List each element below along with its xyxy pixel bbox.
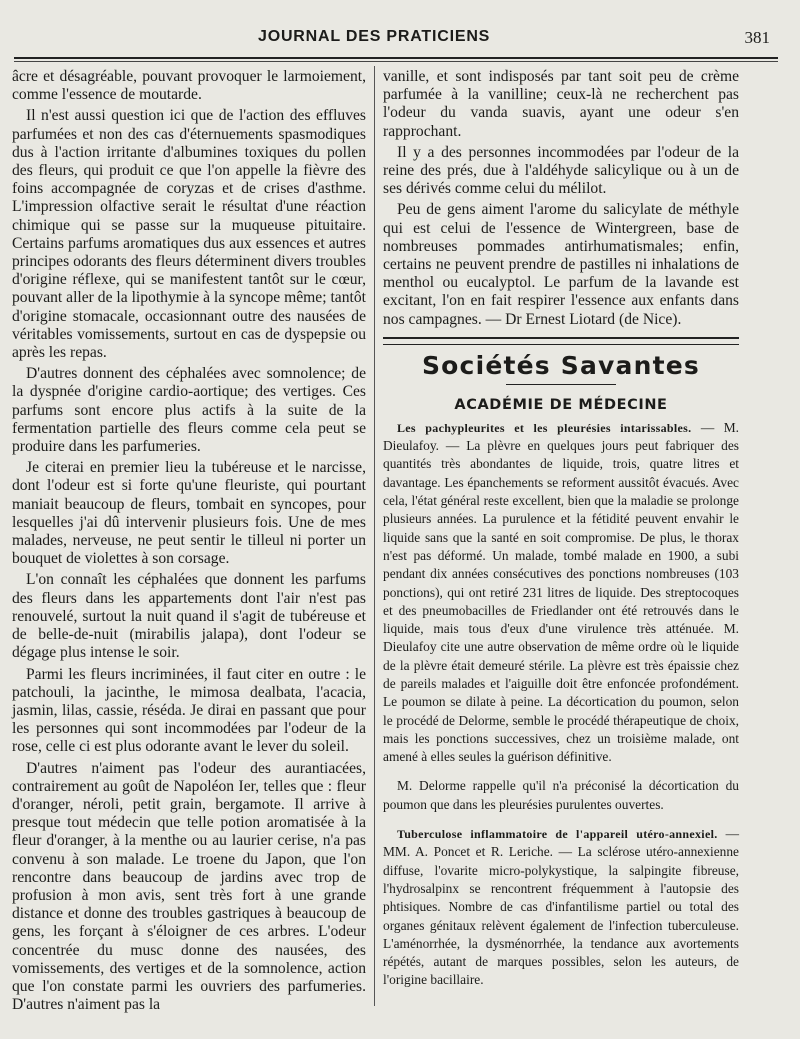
paragraph: âcre et désagréable, pouvant provoquer le larmoiement, comme l'essence de moutarde.: [12, 68, 366, 104]
paragraph: vanille, et sont indisposés par tant soit peu de crème parfumée à la vanilline; ceux-là ne recherchent pas l'odeur du vanda suavis, ayant une odeur s'en rapprochant.: [383, 68, 739, 140]
paragraph: D'autres donnent des céphalées avec somnolence; de la dyspnée d'origine cardio-aortique; des vertiges. Ces parfums sont encore plus actifs à la suite de la fermentation partielle des fleurs comme cela peut se produire dans les parfumeries.: [12, 365, 366, 456]
academie-heading: ACADÉMIE DE MÉDECINE: [454, 396, 668, 413]
article-tuberculose: [383, 825, 739, 990]
article-heading: Les pachypleurites et les pleurésies intarissables.: [397, 420, 692, 435]
journal-title: JOURNAL DES PRATICIENS: [258, 28, 491, 45]
right-column: [383, 68, 739, 990]
page-number: 381: [744, 28, 770, 47]
paragraph: Peu de gens aiment l'arome du salicylate de méthyle qui est celui de l'essence de Wintergreen, base de nombreuses pommades antirhumatismales; enfin, certains ne peuvent prendre de pastilles ni inhalations de menthol ou eucalyptol. Le parfum de la lavande est excitant, l'on en fait respirer l'essence aux enfants dans nos campagnes. — Dr Ernest Liotard (de Nice).: [383, 201, 739, 328]
paragraph: Il n'est aussi question ici que de l'action des effluves parfumées et non des cas d'éternuements spasmodiques dus à l'action irritante d'albumines toxiques du pollen des fleurs, qui produit ce que l'on appelle la fièvre des foins accompagnée de coryzas et de crises d'asthme. L'impression olfactive serait le résultat d'une réaction chimique qui se passe sur la muqueuse pituitaire. Certains parfums aromatiques dus aux essences et autres principes odorants des fleurs déterminent divers troubles d'origine réflexe, qui se manifestent tantôt sur le cœur, pouvant aller de la lipothymie à la syncope même; tantôt d'origine stomacale, occasionnant outre des nausées de véritables vomissements, surtout en cas de dyspepsie ou après les repas.: [12, 107, 366, 362]
article-heading: Tuberculose inflammatoire de l'appareil utéro-annexiel.: [397, 827, 718, 842]
left-column: [12, 68, 366, 1014]
paragraph: L'on connaît les céphalées que donnent les parfums des fleurs dans les appartements dont l'air n'est pas renouvelé, surtout la nuit quand il s'agit de tubéreuse et de belle-de-nuit (mirabilis jalapa), dont l'odeur se dégage plus intense le soir.: [12, 571, 366, 662]
column-divider: [374, 66, 375, 1006]
paragraph: Je citerai en premier lieu la tubéreuse et le narcisse, dont l'odeur est si forte qu'une fleuriste, qui pourtant maniait beaucoup de fleurs, tombait en syncopes, pour lesquelles j'ai dû intervenir plusieurs fois. Une de mes malades, nerveuse, ne peut sentir le tilleul ni porter un bouquet de violettes à son corsage.: [12, 459, 366, 568]
paragraph: D'autres n'aiment pas l'odeur des aurantiacées, contrairement au goût de Napoléon Ier, telles que : fleur d'oranger, néroli, petit grain, bergamote. Il arrive à presque tout médecin que telle potion aromatisée à la fleur d'oranger, à la menthe ou au laurier cerise, n'a pas convenu à son malade. Le troene du Japon, que l'on rencontre dans beaucoup de jardins avec trop de profusion à mon avis, sent très fort à une grande distance et donne des troubles gastriques à beaucoup de gens, les forçant à s'éloigner de ces arbres. L'odeur concentrée du musc donne des nausées, des vomissements, des vertiges et de la somnolence, action que l'on constate parmi les ouvriers des parfumeries. D'autres n'aiment pas la: [12, 759, 366, 1014]
section-rule: [383, 337, 739, 345]
academie-reports: [383, 419, 739, 990]
article-body: — MM. A. Poncet et R. Leriche. — La sclérose utéro-annexienne diffuse, l'ovarite micro-polykystique, la salpingite fibreuse, l'hydrosalpinx se rencontrent fréquemment à l'autopsie des phtisiques. Nombre de cas d'infantilisme partiel ou total des organes génitaux relèvent également de l'infection tuberculeuse. L'aménorrhée, la dysménorrhée, la tendance aux avortements répétés, autant de marques possibles, selon les auteurs, de l'origine bacillaire.: [383, 826, 739, 988]
section-title: Sociétés Savantes: [421, 350, 701, 380]
paragraph: Parmi les fleurs incriminées, il faut citer en outre : le patchouli, la jacinthe, le mimosa dealbata, l'acacia, jasmin, lilas, cassie, réséda. Je dirai en passant que pour les personnes qui sont incommodées par l'odeur de la rose, celle ci est plus odorante avant le lever du soleil.: [12, 665, 366, 756]
article-pachypleurites: [383, 419, 739, 767]
header-rule: [14, 57, 778, 59]
article-note: M. Delorme rappelle qu'il n'a préconisé la décortication du poumon que dans les pleurésies purulentes ouvertes.: [383, 778, 739, 812]
page-header: [0, 0, 800, 58]
article-body: — M. Dieulafoy. — La plèvre en quelques jours peut fabriquer des quantités très abondantes de liquide, trois, quatre litres et davantage. Les épanchements se reforment aussitôt évacués. Avec cela, l'état général reste excellent, bien que la maladie se prolonge plusieurs années. La purulence et la fétidité peuvent envahir le liquide sans que la santé en soit compromise. De plus, le thorax n'est pas déformé. Un malade, tombé malade en 1900, a subi pendant dix années consécutives des ponctions nombreuses (103 ponctions), qui ont retiré 231 litres de liquide. Des streptocoques et des pneumobacilles de Friedlander ont été retrouvés dans le liquide, mais tous d'eux d'une virulence très atténuée. M. Dieulafoy cite une autre observation de même ordre où le liquide de la plèvre était demeuré stérile. La plèvre est très épaissie chez de pareils malades et l'aiguille doit être enfoncée profondément. Le poumon se dilate à peine. La décortication du poumon, selon le procédé de Delorme, semble le procédé thérapeutique de choix, mais les ponctions successives, chez un troisième malade, ont amené à elles seules la guérison définitive.: [383, 419, 739, 765]
paragraph: Il y a des personnes incommodées par l'odeur de la reine des prés, due à l'aldéhyde salicylique ou à un de ses dérivés comme celui du mélilot.: [383, 143, 739, 198]
title-underline: [506, 384, 616, 385]
header-rule-thin: [14, 61, 778, 62]
